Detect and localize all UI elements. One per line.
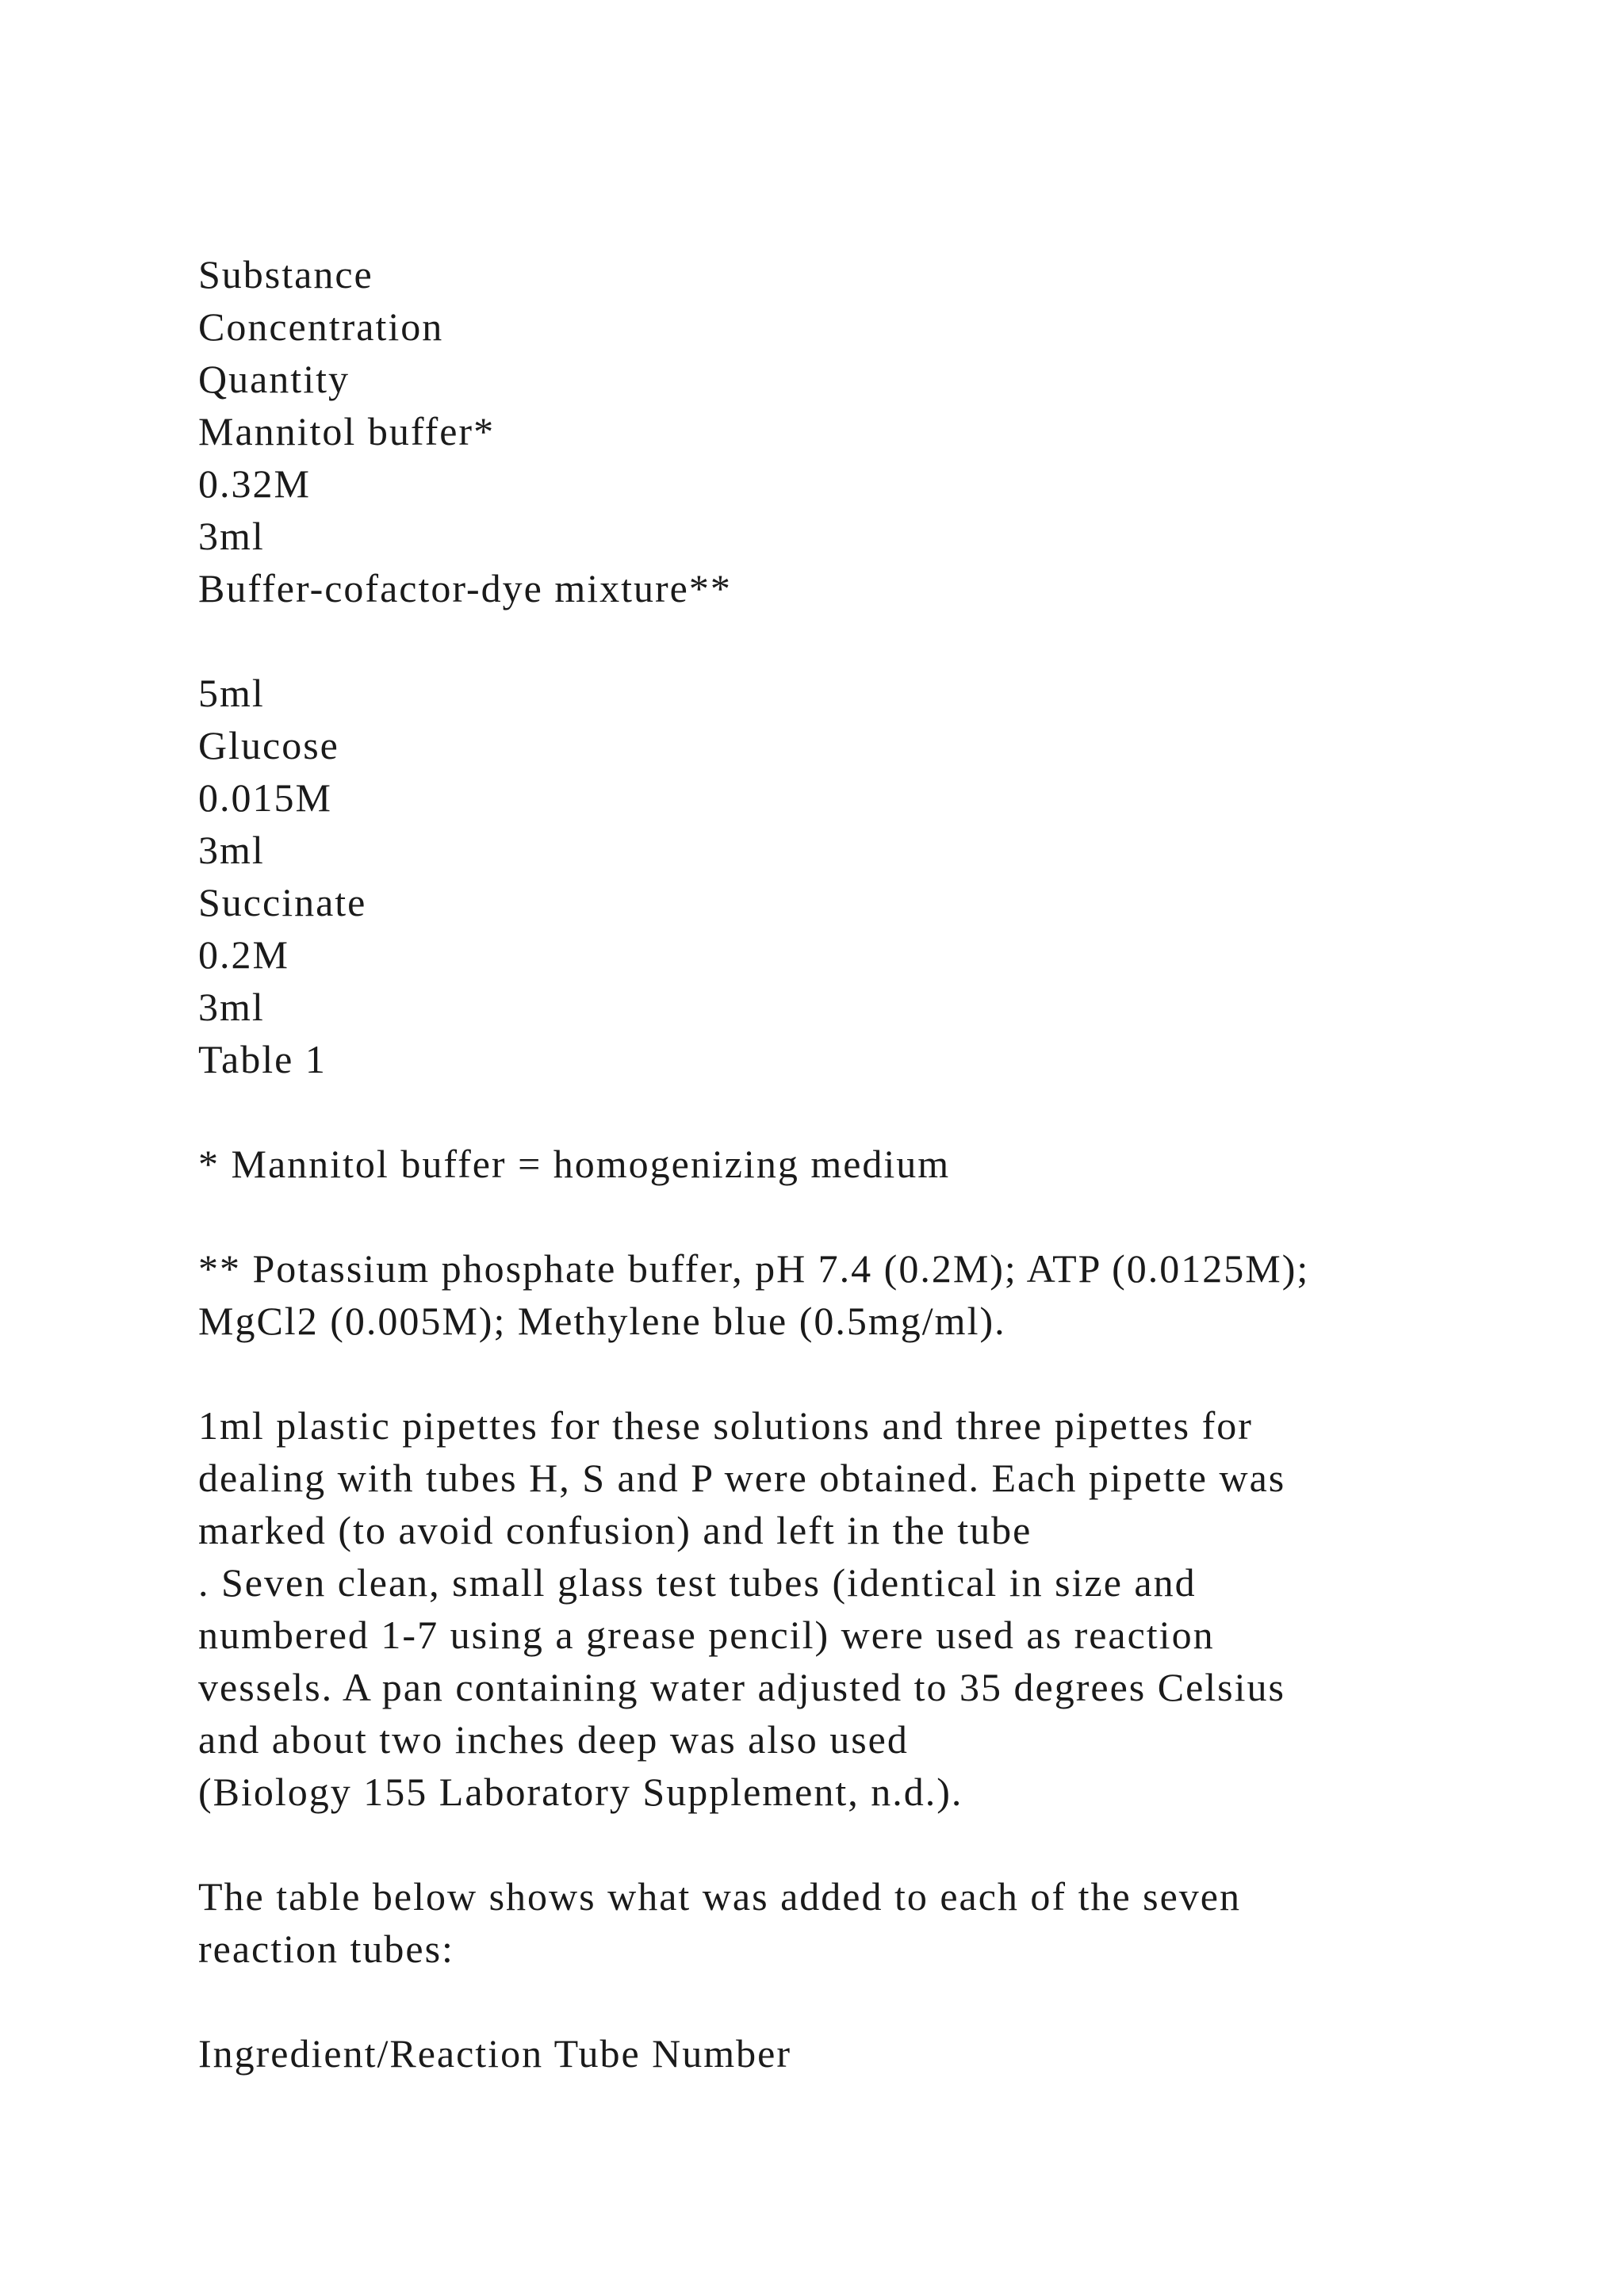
paragraph-line: and about two inches deep was also used	[198, 1717, 909, 1762]
table-cell: Mannitol buffer*	[198, 409, 496, 453]
paragraph-line: vessels. A pan containing water adjusted to 35 degrees Celsius	[198, 1665, 1285, 1709]
footnote-line: MgCl2 (0.005M); Methylene blue (0.5mg/ml).	[198, 1299, 1006, 1343]
spacer	[198, 1085, 1507, 1138]
table-cell: Buffer-cofactor-dye mixture**	[198, 566, 732, 610]
spacer	[198, 1975, 1507, 2027]
table-cell: 3ml	[198, 514, 265, 558]
table-cell: 3ml	[198, 985, 265, 1029]
table-1	[198, 248, 1507, 1085]
spacer	[198, 1190, 1507, 1242]
table-caption: Table 1	[198, 1037, 327, 1081]
paragraph-line: . Seven clean, small glass test tubes (identical in size and	[198, 1560, 1197, 1605]
footnote-mannitol: * Mannitol buffer = homogenizing medium	[198, 1142, 951, 1186]
spacer	[198, 1818, 1507, 1870]
paragraph-line: The table below shows what was added to each of the seven	[198, 1874, 1242, 1919]
table-header-concentration: Concentration	[198, 304, 444, 349]
paragraph-line: (Biology 155 Laboratory Supplement, n.d.).	[198, 1770, 963, 1814]
paragraph-line: marked (to avoid confusion) and left in the tube	[198, 1508, 1032, 1552]
footnote-mixture	[198, 1242, 1507, 1347]
table-cell: 0.2M	[198, 932, 289, 977]
table-header-quantity: Quantity	[198, 357, 350, 401]
table-2-heading: Ingredient/Reaction Tube Number	[198, 2031, 791, 2076]
table-cell	[198, 614, 1507, 667]
table-cell: 3ml	[198, 828, 265, 872]
table-header-substance: Substance	[198, 252, 373, 297]
table-cell: 0.015M	[198, 775, 332, 820]
paragraph-line: 1ml plastic pipettes for these solutions and three pipettes for	[198, 1403, 1253, 1448]
paragraph-line: dealing with tubes H, S and P were obtained. Each pipette was	[198, 1456, 1286, 1500]
methods-paragraph	[198, 1399, 1507, 1818]
table-cell: Succinate	[198, 880, 367, 924]
table-cell: Glucose	[198, 723, 339, 767]
footnote-line: ** Potassium phosphate buffer, pH 7.4 (0.2M); ATP (0.0125M);	[198, 1246, 1310, 1291]
table-cell: 0.32M	[198, 461, 311, 506]
document-page	[198, 248, 1507, 2080]
paragraph-line: reaction tubes:	[198, 1927, 454, 1971]
table-cell: 5ml	[198, 671, 265, 715]
spacer	[198, 1347, 1507, 1399]
intro-paragraph	[198, 1870, 1507, 1975]
paragraph-line: numbered 1-7 using a grease pencil) were used as reaction	[198, 1613, 1215, 1657]
